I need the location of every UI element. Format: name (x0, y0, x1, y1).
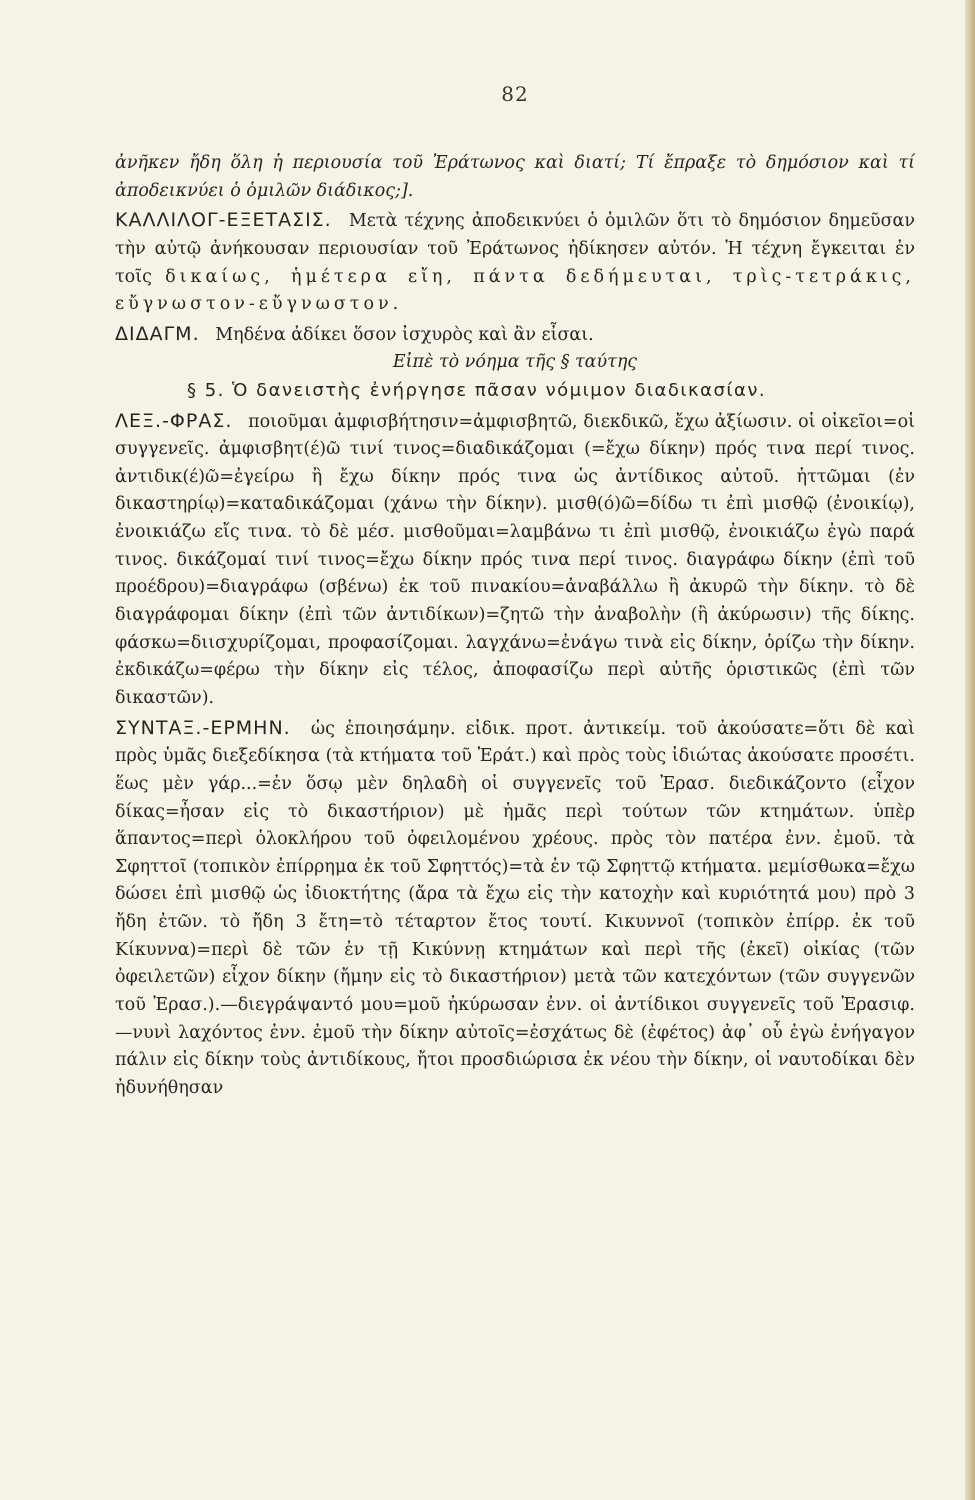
page-number: 82 (501, 82, 529, 106)
didagm-prompt: Εἰπὲ τὸ νόημα τῆς § ταύτης (392, 352, 638, 373)
intro-question: ἀνῆκεν ἤδη ὅλη ἡ περιουσία τοῦ Ἐράτωνος καὶ διατί; Τί ἔπραξε τὸ δημόσιον καὶ τί ἀποδεικνύει ὁ ὁμιλῶν διάδικος;]. (115, 153, 915, 201)
synt-heading: ΣΥΝΤΑΞ.-ΕΡΜΗΝ. (115, 716, 291, 739)
didagm-heading: ΔΙΔΑΓΜ. (115, 322, 200, 345)
synt-text: ὡς ἐποιησάμην. εἰδικ. προτ. ἀντικείμ. τοῦ ἀκούσατε=ὅτι δὲ καὶ πρὸς ὑμᾶς διεξεδίκησα (τὰ κτήματα τοῦ Ἐράτ.) καὶ πρὸς τοὺς ἰδιώτας ἀκούσατε προσέτι. ἕως μὲν γάρ...=ἐν ὅσῳ μὲν δηλαδὴ οἱ συγγενεῖς τοῦ Ἐρασ. διεδικάζοντο (εἶχον δίκας=ἦσαν εἰς τὸ δικαστήριον) μὲ ἡμᾶς περὶ τούτων τῶν κτημάτων. ὑπὲρ ἅπαντος=περὶ ὁλοκλήρου τοῦ ὀφειλομένου χρέους. πρὸς τὸν πατέρα ἐνν. ἐμοῦ. τὰ Σφηττοῖ (τοπικὸν ἐπίρρημα ἐκ τοῦ Σφηττός)=τὰ ἐν τῷ Σφηττῷ κτήματα. μεμίσθωκα=ἔχω δώσει ἐπὶ μισθῷ ὡς ἰδιοκτήτης (ἄρα τὰ ἔχω εἰς τὴν κατοχὴν καὶ κυριότητά μου) πρὸ 3 ἤδη ἐτῶν. τὸ ἤδη 3 ἔτη=τὸ τέταρτον ἔτος τουτί. Κικυννοῖ (τοπικὸν ἐπίρρ. ἐκ τοῦ Κίκυννα)=περὶ δὲ τῶν ἐν τῇ Κικύννῃ κτημάτων καὶ περὶ τῆς (ἐκεῖ) οἰκίας (τῶν ὀφειλετῶν) εἶχον δίκην (ἤμην εἰς τὸ δικαστήριον) μετὰ τῶν κατεχόντων (τῶν συγγενῶν τοῦ Ἐρασ.).—διεγράψαντό μου=μοῦ ἠκύρωσαν ἐνν. οἱ ἀντίδικοι συγγενεῖς τοῦ Ἐρασιφ.—νυνὶ λαχόντος ἐνν. ἐμοῦ τὴν δίκην αὐτοῖς=ἐσχάτως δὲ (ἐφέτος) ἀφ᾽ οὗ ἐγὼ ἐνήγαγον πάλιν εἰς δίκην τοὺς ἀντιδίκους, ἤτοι προσδιώρισα ἐκ νέου τὴν δίκην, οἱ ναυτοδίκαι δὲν ἠδυνήθησαν (115, 718, 915, 1098)
page-body (115, 150, 915, 1103)
didagm-text: Μηδένα ἀδίκει ὅσον ἰσχυρὸς καὶ ἂν εἶσαι. (215, 324, 594, 345)
synt-paragraph (115, 713, 915, 1103)
kalliolog-paragraph (115, 205, 915, 319)
lex-text: ποιοῦμαι ἀμφισβήτησιν=ἀμφισβητῶ, διεκδικῶ, ἔχω ἀξίωσιν. οἱ οἰκεῖοι=οἱ συγγενεῖς. ἀμφισβητ(έ)ῶ τινί τινος=διαδικάζομαι (=ἔχω δίκην) πρός τινα περί τινος. ἀντιδικ(έ)ῶ=ἐγείρω ἢ ἔχω δίκην πρός τινα ὡς ἀντίδικος αὐτοῦ. ἡττῶμαι (ἐν δικαστηρίῳ)=καταδικάζομαι (χάνω τὴν δίκην). μισθ(ό)ῶ=δίδω τι ἐπὶ μισθῷ (ἐνοικίῳ), ἐνοικιάζω εἴς τινα. τὸ δὲ μέσ. μισθοῦμαι=λαμβάνω τι ἐπὶ μισθῷ, ἐνοικιάζω ἐγὼ παρά τινος. δικάζομαί τινί τινος=ἔχω δίκην πρός τινα περί τινος. διαγράφω δίκην (ἐπὶ τοῦ προέδρου)=διαγράφω (σβένω) ἐκ τοῦ πινακίου=ἀναβάλλω ἢ ἀκυρῶ τὴν δίκην. τὸ δὲ διαγράφομαι δίκην (ἐπὶ τῶν ἀντιδίκων)=ζητῶ τὴν ἀναβολὴν (ἢ ἀκύρωσιν) τῆς δίκης. φάσκω=διισχυρίζομαι, προφασίζομαι. λαγχάνω=ἐνάγω τινὰ εἰς δίκην, ὁρίζω τὴν δίκην. ἐκδικάζω=φέρω τὴν δίκην εἰς τέλος, ἀποφασίζω περὶ αὐτῆς ὁριστικῶς (ἐπὶ τῶν δικαστῶν). (115, 411, 915, 708)
page-edge (965, 0, 975, 1500)
kalliolog-heading: ΚΑΛΛΙΛΟΓ-ΕΞΕΤΑΣΙΣ. (115, 209, 332, 232)
kalliolog-text: Μετὰ τέχνης ἀποδεικνύει ὁ ὁμιλῶν ὅτι τὸ δημόσιον δημεῦσαν τὴν αὐτῷ ἀνήκουσαν περιουσίαν τοῦ Ἐράτωνος ἠδίκησεν αὐτόν. Ἡ τέχνη ἔγκειται ἐν τοῖς (115, 211, 915, 287)
kalliolog-spaced-text: δικαίως, ἡμέτερα εἴη, πάντα δεδήμευται, τρὶς-τετράκις, εὔγνωστον-εὔγνωστον. (115, 266, 915, 315)
lex-heading: ΛΕΞ.-ΦΡΑΣ. (115, 409, 233, 432)
lex-paragraph (115, 406, 915, 713)
section-title: § 5. Ὁ δανειστὴς ἐνήργησε πᾶσαν νόμιμον διαδικασίαν. (187, 380, 767, 402)
didagm-paragraph (115, 319, 915, 350)
